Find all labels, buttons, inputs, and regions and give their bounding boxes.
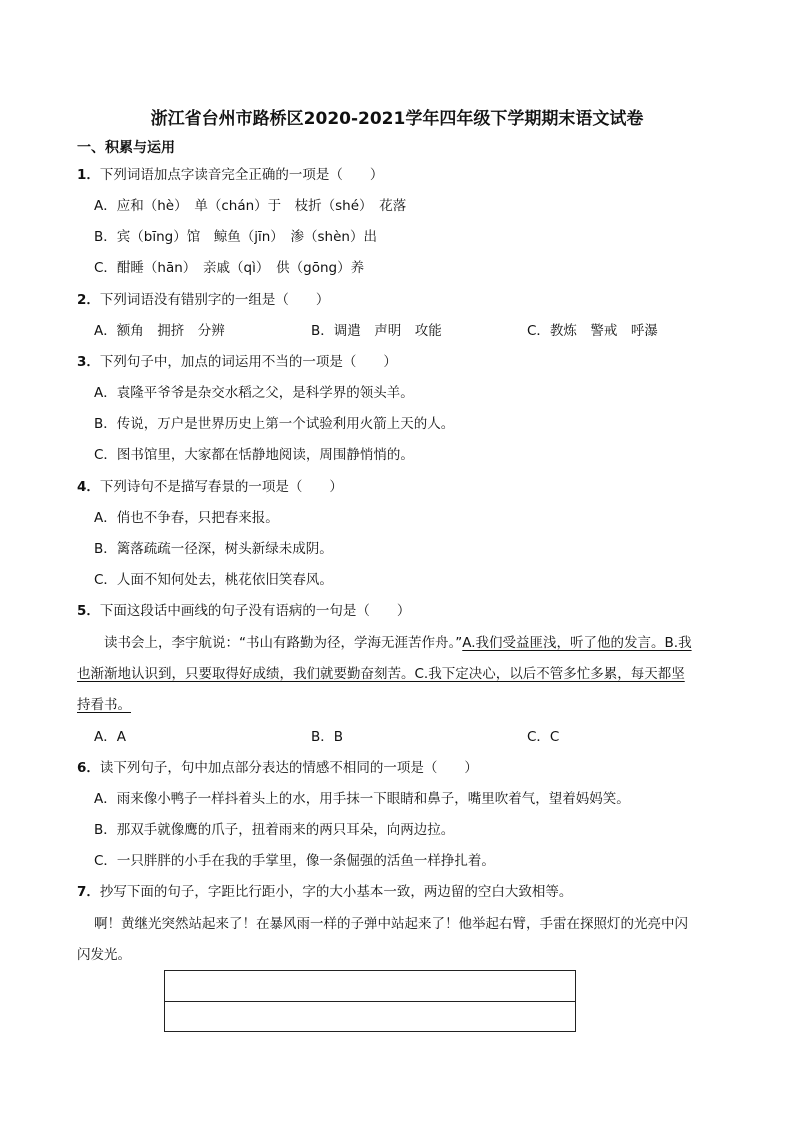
passage-text: 读书会上，李宇航说：“书山有路勤为径，学海无涯苦作舟。”	[104, 635, 463, 651]
q3-option-b: B．传说，万户是世界历史上第一个试验利用火箭上天的人。	[94, 416, 455, 432]
q5-option-b: B．B	[311, 729, 344, 745]
q2-option-a: A．额角 拥挤 分辨	[94, 323, 225, 339]
q2-option-b: B．调遣 声明 攻能	[311, 323, 442, 339]
question-3	[77, 353, 397, 371]
q7-passage-line-2: 闪发光。	[77, 947, 131, 963]
q4-option-c: C．人面不知何处去，桃花依旧笑春风。	[94, 572, 333, 588]
question-text: 下列句子中，加点的词运用不当的一项是（ ）	[99, 354, 397, 370]
question-text: 下列诗句不是描写春景的一项是（ ）	[99, 479, 343, 495]
question-2	[77, 291, 329, 309]
q1-option-c: C．酣睡（hān） 亲戚（qì） 供（gōng）养	[94, 260, 365, 276]
q5-option-a: A．A	[94, 729, 126, 745]
q6-option-b: B．那双手就像鹰的爪子，扭着雨来的两只耳朵，向两边拉。	[94, 822, 455, 838]
question-5	[77, 602, 410, 620]
question-number: 1．	[77, 167, 100, 183]
writing-box-divider	[165, 1001, 575, 1002]
q4-option-a: A．俏也不争春，只把春来报。	[94, 510, 279, 526]
q4-option-b: B．篱落疏疏一径深，树头新绿未成阴。	[94, 541, 333, 557]
question-4	[77, 478, 343, 496]
question-number: 2．	[77, 292, 100, 308]
question-number: 4．	[77, 479, 100, 495]
question-text: 下面这段话中画线的句子没有语病的一句是（ ）	[99, 603, 411, 619]
q6-option-a: A．雨来像小鸭子一样抖着头上的水，用手抹一下眼睛和鼻子，嘴里吹着气，望着妈妈笑。	[94, 791, 630, 807]
underlined-sentence: 持看书。	[77, 697, 131, 713]
q5-option-c: C．C	[527, 729, 560, 745]
question-number: 6．	[77, 760, 100, 776]
writing-box[interactable]	[164, 970, 576, 1032]
q5-passage-line-1	[104, 634, 692, 652]
question-number: 5．	[77, 603, 100, 619]
q3-option-a: A．袁隆平爷爷是杂交水稻之父，是科学界的领头羊。	[94, 385, 414, 401]
question-7	[77, 883, 572, 901]
question-text: 下列词语加点字读音完全正确的一项是（ ）	[99, 167, 384, 183]
q2-option-c: C．教炼 警戒 呼瀑	[527, 323, 658, 339]
question-number: 3．	[77, 354, 100, 370]
q1-option-b: B．宾（bīng）馆 鲸鱼（jīn） 渗（shèn）出	[94, 229, 377, 245]
q3-option-c: C．图书馆里，大家都在恬静地阅读，周围静悄悄的。	[94, 447, 414, 463]
q1-option-a: A．应和（hè） 单（chán）于 枝折（shé） 花落	[94, 198, 407, 214]
underlined-sentence: C.我下定决心，以后不管多忙多累，每天都坚	[414, 666, 685, 682]
q5-passage-line-3	[77, 696, 131, 714]
question-text: 抄写下面的句子，字距比行距小，字的大小基本一致，两边留的空白大致相等。	[99, 884, 573, 900]
section-heading: 一、积累与运用	[77, 140, 175, 156]
question-number: 7．	[77, 884, 100, 900]
page-title: 浙江省台州市路桥区2020-2021学年四年级下学期期末语文试卷	[150, 109, 644, 129]
question-text: 读下列句子，句中加点部分表达的情感不相同的一项是（ ）	[99, 760, 478, 776]
q7-passage-line-1: 啊！黄继光突然站起来了！在暴风雨一样的子弹中站起来了！他举起右臂，手雷在探照灯的光亮中闪	[94, 916, 688, 932]
q6-option-c: C．一只胖胖的小手在我的手掌里，像一条倔强的活鱼一样挣扎着。	[94, 853, 495, 869]
question-6	[77, 759, 478, 777]
q5-passage-line-2	[77, 665, 685, 683]
underlined-sentence: A.我们受益匪浅，听了他的发言。B.我	[462, 635, 692, 651]
question-1	[77, 166, 383, 184]
underlined-sentence: 也渐渐地认识到，只要取得好成绩，我们就要勤奋刻苦。	[77, 666, 415, 682]
question-text: 下列词语没有错别字的一组是（ ）	[99, 292, 330, 308]
